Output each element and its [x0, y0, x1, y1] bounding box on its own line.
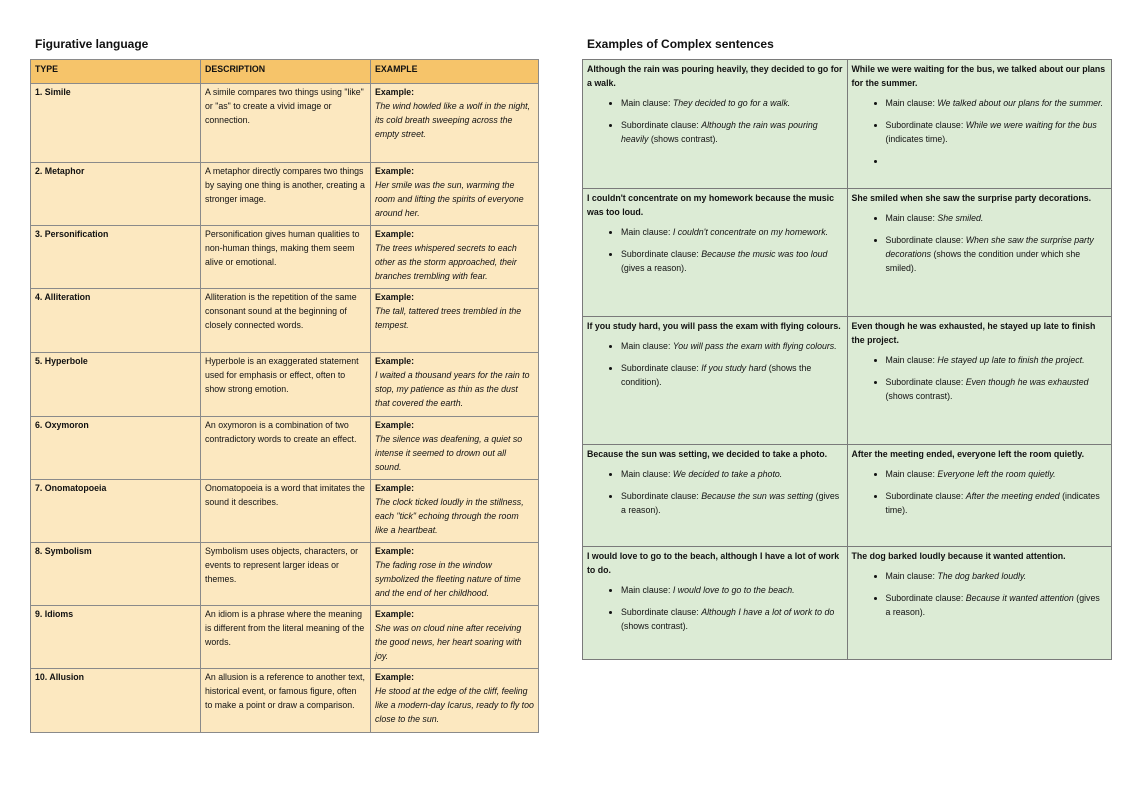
example-label: Example:	[375, 229, 415, 239]
clause-list	[587, 583, 843, 633]
main-clause-label: Main clause:	[621, 98, 671, 108]
complex-sentence: I would love to go to the beach, although I have a lot of work to do.	[587, 551, 840, 575]
main-clause-label: Main clause:	[885, 355, 935, 365]
figure-type: 7. Onomatopoeia	[31, 480, 201, 543]
table-row	[31, 606, 539, 669]
complex-sentence: After the meeting ended, everyone left the room quietly.	[851, 449, 1085, 459]
example-label: Example:	[375, 483, 415, 493]
table-row	[31, 289, 539, 353]
clause-note: (shows contrast).	[885, 391, 953, 401]
header-description: DESCRIPTION	[201, 60, 371, 84]
figure-example	[371, 353, 539, 417]
main-clause-text: I would love to go to the beach.	[672, 585, 795, 595]
figure-example	[371, 669, 539, 733]
main-clause-label: Main clause:	[885, 98, 935, 108]
subordinate-clause-label: Subordinate clause:	[885, 491, 964, 501]
complex-sentences-table	[582, 59, 1112, 660]
main-clause-item	[621, 96, 843, 110]
sentence-cell	[583, 547, 848, 660]
figure-description: Alliteration is the repetition of the same consonant sound at the beginning of closely connected words.	[201, 289, 371, 353]
subordinate-clause-item	[621, 605, 843, 633]
subordinate-clause-item	[621, 118, 843, 146]
subordinate-clause-item	[886, 118, 1108, 146]
main-clause-text: She smiled.	[937, 213, 984, 223]
complex-sentence: Even though he was exhausted, he stayed up late to finish the project.	[851, 321, 1096, 345]
clause-list	[587, 96, 843, 146]
clause-note: (gives a reason).	[621, 491, 840, 515]
header-example: EXAMPLE	[371, 60, 539, 84]
subordinate-clause-item	[621, 361, 843, 389]
figurative-language-title: Figurative language	[35, 37, 149, 51]
clause-note: (indicates time).	[885, 134, 948, 144]
clause-note: (gives a reason).	[885, 593, 1100, 617]
main-clause-label: Main clause:	[885, 469, 935, 479]
example-text: Her smile was the sun, warming the room and lifting the spirits of everyone around her.	[375, 180, 524, 218]
subordinate-clause-text: Even though he was exhausted	[965, 377, 1089, 387]
subordinate-clause-text: Because the sun was setting	[701, 491, 814, 501]
table-row	[31, 163, 539, 226]
example-label: Example:	[375, 546, 415, 556]
sentence-cell	[847, 317, 1112, 445]
sentence-row	[583, 60, 1112, 189]
main-clause-text: He stayed up late to finish the project.	[937, 355, 1085, 365]
example-label: Example:	[375, 672, 415, 682]
clause-note: (shows the condition).	[621, 363, 812, 387]
subordinate-clause-label: Subordinate clause:	[885, 120, 964, 130]
empty-bullet	[886, 154, 1108, 168]
figure-description: Hyperbole is an exaggerated statement used for emphasis or effect, often to show strong emotion.	[201, 353, 371, 417]
clause-list	[852, 353, 1108, 403]
main-clause-label: Main clause:	[885, 213, 935, 223]
main-clause-item	[886, 569, 1108, 583]
subordinate-clause-text: After the meeting ended	[965, 491, 1060, 501]
main-clause-text: We decided to take a photo.	[672, 469, 783, 479]
figure-description: An idiom is a phrase where the meaning is different from the literal meaning of the words.	[201, 606, 371, 669]
subordinate-clause-item	[886, 591, 1108, 619]
subordinate-clause-item	[621, 489, 843, 517]
main-clause-item	[621, 339, 843, 353]
sentence-row	[583, 445, 1112, 547]
sentence-cell	[847, 547, 1112, 660]
complex-sentence: Because the sun was setting, we decided to take a photo.	[587, 449, 828, 459]
table-header-row	[31, 60, 539, 84]
subordinate-clause-label: Subordinate clause:	[621, 120, 699, 130]
subordinate-clause-text: Because the music was too loud	[701, 249, 828, 259]
clause-note: (gives a reason).	[621, 263, 687, 273]
example-text: The clock ticked loudly in the stillness, each "tick" echoing through the room like a heartbeat.	[375, 497, 524, 535]
table-row	[31, 480, 539, 543]
example-text: The trees whispered secrets to each other as the storm approached, their branches trembling with fear.	[375, 243, 517, 281]
subordinate-clause-label: Subordinate clause:	[621, 363, 699, 373]
main-clause-label: Main clause:	[621, 341, 671, 351]
main-clause-text: Everyone left the room quietly.	[937, 469, 1056, 479]
table-row	[31, 226, 539, 289]
main-clause-item	[886, 353, 1108, 367]
figure-example	[371, 417, 539, 480]
clause-list	[852, 96, 1108, 168]
figure-type: 5. Hyperbole	[31, 353, 201, 417]
main-clause-text: I couldn't concentrate on my homework.	[672, 227, 829, 237]
complex-sentences-title: Examples of Complex sentences	[587, 37, 774, 51]
clause-list	[587, 339, 843, 389]
main-clause-label: Main clause:	[621, 469, 671, 479]
main-clause-text: They decided to go for a walk.	[672, 98, 791, 108]
complex-sentence: If you study hard, you will pass the exam with flying colours.	[587, 321, 841, 331]
table-row	[31, 669, 539, 733]
subordinate-clause-item	[886, 489, 1108, 517]
sentence-row	[583, 317, 1112, 445]
figure-description: An allusion is a reference to another text, historical event, or famous figure, often to make a point or draw a comparison.	[201, 669, 371, 733]
example-text: She was on cloud nine after receiving the good news, her heart soaring with joy.	[375, 623, 522, 661]
main-clause-label: Main clause:	[621, 585, 671, 595]
main-clause-text: You will pass the exam with flying colours.	[672, 341, 837, 351]
subordinate-clause-label: Subordinate clause:	[885, 593, 964, 603]
figure-example	[371, 84, 539, 163]
example-label: Example:	[375, 609, 415, 619]
figure-type: 9. Idioms	[31, 606, 201, 669]
sentence-cell	[847, 445, 1112, 547]
clause-list	[587, 225, 843, 275]
example-label: Example:	[375, 166, 415, 176]
example-text: The fading rose in the window symbolized the fleeting nature of time and the end of her childhood.	[375, 560, 521, 598]
clause-list	[587, 467, 843, 517]
figure-example	[371, 606, 539, 669]
figurative-language-table	[30, 59, 539, 733]
subordinate-clause-label: Subordinate clause:	[621, 607, 699, 617]
subordinate-clause-text: Because it wanted attention	[965, 593, 1074, 603]
subordinate-clause-item	[886, 233, 1108, 275]
example-label: Example:	[375, 420, 415, 430]
main-clause-item	[621, 583, 843, 597]
figure-type: 1. Simile	[31, 84, 201, 163]
clause-note: (shows the condition under which she smiled).	[885, 249, 1081, 273]
figure-example	[371, 480, 539, 543]
sentence-cell	[583, 189, 848, 317]
sentence-cell	[583, 317, 848, 445]
complex-sentence: I couldn't concentrate on my homework because the music was too loud.	[587, 193, 834, 217]
figure-type: 6. Oxymoron	[31, 417, 201, 480]
table-row	[31, 543, 539, 606]
table-row	[31, 417, 539, 480]
figure-type: 10. Allusion	[31, 669, 201, 733]
header-type: TYPE	[31, 60, 201, 84]
clause-note: (shows contrast).	[621, 621, 688, 631]
figure-example	[371, 226, 539, 289]
clause-list	[852, 569, 1108, 619]
example-text: I waited a thousand years for the rain to stop, my patience as thin as the dust that covered the earth.	[375, 370, 530, 408]
figure-example	[371, 289, 539, 353]
example-text: He stood at the edge of the cliff, feeling like a modern-day Icarus, ready to fly too close to the sun.	[375, 686, 534, 724]
example-label: Example:	[375, 356, 415, 366]
example-label: Example:	[375, 292, 415, 302]
figure-type: 3. Personification	[31, 226, 201, 289]
sentence-cell	[583, 445, 848, 547]
main-clause-item	[886, 211, 1108, 225]
subordinate-clause-text: Although I have a lot of work to do	[701, 607, 835, 617]
complex-sentence: The dog barked loudly because it wanted attention.	[851, 551, 1066, 561]
example-text: The wind howled like a wolf in the night, its cold breath sweeping across the empty street.	[375, 101, 531, 139]
main-clause-item	[621, 467, 843, 481]
table-row	[31, 353, 539, 417]
main-clause-item	[886, 467, 1108, 481]
figure-description: An oxymoron is a combination of two contradictory words to create an effect.	[201, 417, 371, 480]
figure-example	[371, 543, 539, 606]
figure-description: A metaphor directly compares two things by saying one thing is another, creating a stronger image.	[201, 163, 371, 226]
subordinate-clause-label: Subordinate clause:	[621, 249, 699, 259]
main-clause-item	[886, 96, 1108, 110]
figure-type: 8. Symbolism	[31, 543, 201, 606]
main-clause-text: The dog barked loudly.	[937, 571, 1027, 581]
complex-sentence: While we were waiting for the bus, we talked about our plans for the summer.	[851, 64, 1106, 88]
main-clause-text: We talked about our plans for the summer.	[937, 98, 1104, 108]
main-clause-label: Main clause:	[885, 571, 935, 581]
figure-description: Personification gives human qualities to non-human things, making them seem alive or emotional.	[201, 226, 371, 289]
subordinate-clause-text: Although the rain was pouring heavily	[621, 120, 818, 144]
clause-list	[852, 467, 1108, 517]
clause-list	[852, 211, 1108, 275]
figure-description: Onomatopoeia is a word that imitates the sound it describes.	[201, 480, 371, 543]
subordinate-clause-label: Subordinate clause:	[885, 235, 964, 245]
sentence-cell	[847, 60, 1112, 189]
subordinate-clause-text: When she saw the surprise party decorations	[885, 235, 1094, 259]
main-clause-label: Main clause:	[621, 227, 671, 237]
clause-note: (shows contrast).	[650, 134, 718, 144]
figure-example	[371, 163, 539, 226]
example-text: The tall, tattered trees trembled in the tempest.	[375, 306, 522, 330]
subordinate-clause-text: While we were waiting for the bus	[965, 120, 1097, 130]
subordinate-clause-text: If you study hard	[701, 363, 767, 373]
subordinate-clause-item	[886, 375, 1108, 403]
sentence-cell	[847, 189, 1112, 317]
table-row	[31, 84, 539, 163]
example-text: The silence was deafening, a quiet so intense it seemed to drown out all sound.	[375, 434, 523, 472]
sentence-row	[583, 189, 1112, 317]
figure-type: 4. Alliteration	[31, 289, 201, 353]
main-clause-item	[621, 225, 843, 239]
figure-description: A simile compares two things using "like" or "as" to create a vivid image or connection.	[201, 84, 371, 163]
complex-sentence: Although the rain was pouring heavily, they decided to go for a walk.	[587, 64, 843, 88]
subordinate-clause-label: Subordinate clause:	[885, 377, 964, 387]
sentence-cell	[583, 60, 848, 189]
figure-description: Symbolism uses objects, characters, or events to represent larger ideas or themes.	[201, 543, 371, 606]
clause-note: (indicates time).	[885, 491, 1100, 515]
complex-sentence: She smiled when she saw the surprise party decorations.	[851, 193, 1092, 203]
subordinate-clause-label: Subordinate clause:	[621, 491, 699, 501]
sentence-row	[583, 547, 1112, 660]
subordinate-clause-item	[621, 247, 843, 275]
example-label: Example:	[375, 87, 415, 97]
figure-type: 2. Metaphor	[31, 163, 201, 226]
